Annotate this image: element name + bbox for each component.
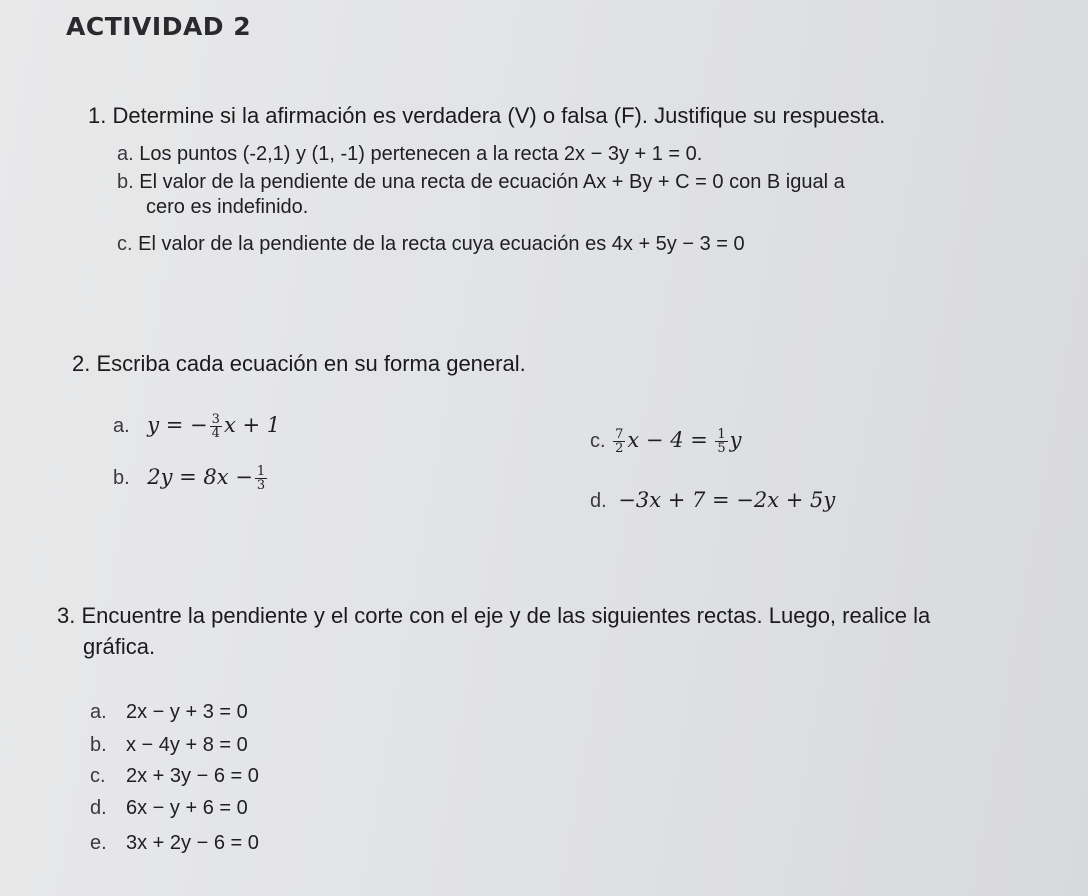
fraction-numerator: 1 <box>256 464 266 480</box>
item-text: El valor de la pendiente de la recta cuya ecuación es 4x + 5y − 3 = 0 <box>138 233 745 255</box>
q1-item-b-continuation: cero es indefinido. <box>146 196 309 218</box>
q3-item-c <box>90 765 259 788</box>
fraction-denominator: 5 <box>717 441 726 457</box>
item-label: c. <box>90 765 106 787</box>
equation-lhs: y = − <box>147 413 208 437</box>
q1-item-b <box>117 171 845 194</box>
fraction-numerator: 3 <box>211 412 220 428</box>
activity-title: ACTIVIDAD 2 <box>66 12 252 41</box>
fraction-denominator: 2 <box>615 441 624 457</box>
question-3-continuation: gráfica. <box>83 634 156 659</box>
question-2: 2. Escriba cada ecuación en su forma general. <box>72 351 526 376</box>
item-label: e. <box>90 832 107 854</box>
q2-item-a <box>113 413 280 440</box>
item-text: El valor de la pendiente de una recta de ecuación Ax + By + C = 0 con B igual a <box>139 171 845 193</box>
fraction <box>715 428 727 455</box>
item-label: a. <box>90 701 107 723</box>
q3-item-a <box>90 701 248 724</box>
fraction-denominator: 3 <box>256 478 266 494</box>
item-label: c. <box>117 233 133 255</box>
item-label: b. <box>90 734 107 756</box>
equation-rhs: x + 1 <box>223 413 281 437</box>
equation-end: y <box>729 428 742 452</box>
item-label: d. <box>590 490 607 512</box>
item-label: c. <box>590 430 606 452</box>
fraction-numerator: 1 <box>717 427 726 443</box>
question-1: 1. Determine si la afirmación es verdadera (V) o falsa (F). Justifique su respuesta. <box>88 103 886 128</box>
fraction-numerator: 7 <box>615 427 624 443</box>
item-label: a. <box>113 415 130 437</box>
item-text: Los puntos (-2,1) y (1, -1) pertenecen a la recta 2x − 3y + 1 = 0. <box>139 143 703 165</box>
q2-item-d <box>590 488 835 513</box>
q3-item-e <box>90 832 259 855</box>
q2-item-b <box>113 465 269 492</box>
equation: 3x + 2y − 6 = 0 <box>126 832 259 854</box>
equation: 2x + 3y − 6 = 0 <box>126 765 259 787</box>
q3-item-b <box>90 734 248 757</box>
item-label: b. <box>117 171 134 193</box>
q1-item-a <box>117 143 702 166</box>
equation: −3x + 7 = −2x + 5y <box>618 488 836 512</box>
question-3: 3. Encuentre la pendiente y el corte con el eje y de las siguientes rectas. Luego, realice la <box>57 603 931 628</box>
item-label: b. <box>113 467 130 489</box>
fraction <box>255 465 267 492</box>
equation: 2x − y + 3 = 0 <box>126 701 248 723</box>
q1-item-c <box>117 233 745 256</box>
fraction <box>210 413 222 440</box>
equation: 6x − y + 6 = 0 <box>126 797 248 819</box>
equation-lhs: 2y = 8x − <box>147 465 253 489</box>
fraction <box>613 428 625 455</box>
item-label: d. <box>90 797 107 819</box>
item-label: a. <box>117 143 134 165</box>
q2-item-c <box>590 428 742 455</box>
fraction-denominator: 4 <box>211 426 220 442</box>
q3-item-d <box>90 797 248 820</box>
equation: x − 4y + 8 = 0 <box>126 734 248 756</box>
equation-middle: x − 4 = <box>627 428 708 452</box>
